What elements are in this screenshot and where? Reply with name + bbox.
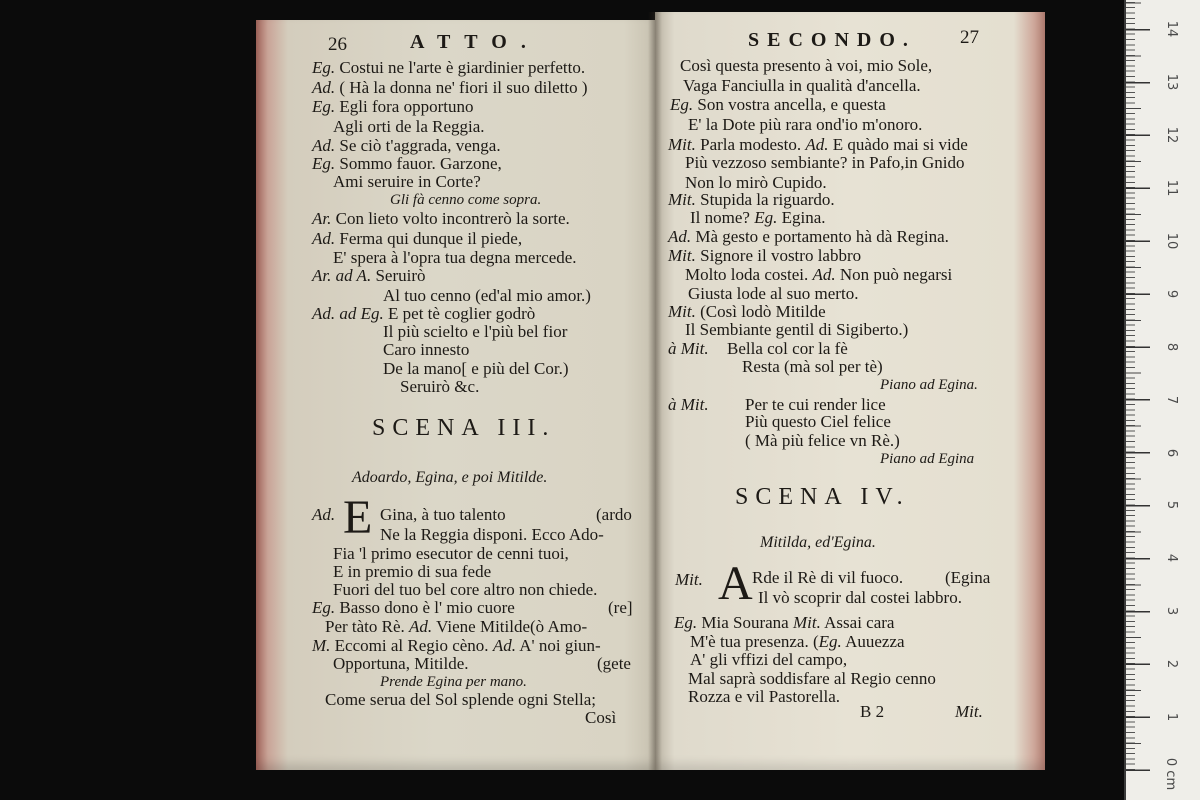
text-line: Non lo mirò Cupido. [685,173,827,192]
text-line: A' gli vffizi del campo, [690,650,848,669]
speaker-label: Ar. [312,209,332,228]
ruler-mark: 13 [1164,73,1179,91]
speaker-label: Eg. [312,598,336,617]
line-text: Auuezza [845,632,905,651]
text-line [312,136,501,156]
speaker-label: Eg. [312,58,336,77]
text-line: Più vezzoso sembiante? in Pafo,in Gnido [685,153,965,172]
speaker-label: Mit. [792,613,821,632]
line-text: Ami seruire in Corte? [333,172,481,191]
text-line [312,304,535,324]
text-line [312,598,515,618]
text-line: Come serua del Sol splende ogni Stella; [325,690,597,709]
speaker-label: Ad. [492,636,516,655]
speaker-label: Ad. [812,265,836,284]
text-line: Ne la Reggia disponi. Ecco Ado- [380,525,604,544]
line-tail: (ardo [596,505,632,524]
text-line [325,617,587,637]
speaker-label-text: à Mit. [668,339,709,358]
ruler-mark: 1 [1164,712,1179,722]
text-line [312,636,601,656]
speaker-label [668,339,709,359]
stage-direction: Prende Egina per mano. [380,674,527,690]
running-head: SECONDO. [748,29,916,51]
text-line [312,209,570,229]
text-line [383,340,469,360]
catchword: Così [585,708,617,727]
line-text: Non può negarsi [839,265,953,284]
speaker-label [675,570,703,590]
speaker-label: Mit. [668,246,696,265]
text-line [674,613,894,633]
text-line: E in premio di sua fede [333,562,492,581]
line-text: Seruirò [375,266,426,285]
line-text: Basso dono è l' mio cuore [339,598,515,617]
text-line [383,359,569,379]
text-line [668,246,861,266]
ruler-mark: 7 [1164,395,1179,405]
speaker-label: Mit. [668,302,696,321]
line-text: Sommo fauor. Garzone, [339,154,502,173]
line-text: E pet tè coglier godrò [388,304,536,323]
line-text: E' spera à l'opra tua degna mercede. [333,248,577,267]
stage-direction: Piano ad Egina. [880,377,978,393]
ruler-mark: 12 [1164,126,1179,144]
stage-direction: Piano ad Egina [880,451,975,467]
speaker-label: Eg. [312,97,336,116]
speaker-label: M. [312,636,331,655]
ruler-mark: 5 [1164,500,1179,510]
text-line: Bella col cor la fè [727,339,848,358]
ruler-cm-ticks [1126,0,1150,771]
scene-characters: Mitilda, ed'Egina. [760,534,876,551]
text-line: Giusta lode al suo merto. [688,284,859,303]
speaker-label: Eg. [670,95,694,114]
speaker-label [312,505,335,525]
text-line [690,208,826,228]
ruler-mark: 3 [1164,606,1179,616]
ruler-mark: 4 [1164,553,1179,563]
text-line [668,135,968,155]
speaker-label: Ad. [312,136,336,155]
running-head: ATTO. [410,31,540,53]
line-text: Con lieto volto incontrerò la sorte. [335,209,570,228]
line-text: Al tuo cenno (ed'al mio amor.) [383,286,591,305]
line-text: M'è tua presenza. ( [690,632,819,651]
text-line [383,322,567,342]
text-line: Il Sembiante gentil di Sigiberto.) [685,320,909,339]
page-number: 26 [328,34,347,55]
line-text: Son vostra ancella, e questa [697,95,886,114]
line-text: Stupida la riguardo. [700,190,835,209]
line-text: Il più scielto e l'più bel fior [383,322,568,341]
text-line: Rozza e vil Pastorella. [688,687,841,706]
line-text: ( Hà la donna ne' fiori il suo diletto ) [339,78,588,97]
text-line: Per te cui render lice [745,395,886,414]
measuring-ruler [1124,0,1200,800]
line-tail: (Egina [945,568,991,587]
speaker-label: Ad. [312,229,336,248]
text-line: ( Mà più felice vn Rè.) [745,431,900,450]
line-text: Viene Mitilde(ò Amo- [436,617,588,636]
ruler-mark: 2 [1164,659,1179,669]
line-text: De la mano[ e più del Cor.) [383,359,569,378]
text-line: E' la Dote più rara ond'io m'onoro. [688,115,923,134]
line-text: Il nome? [690,208,750,227]
speaker-label-text: Mit. [675,570,703,589]
line-text: Parla modesto. [700,135,802,154]
speaker-label: Ad. ad Eg. [312,304,384,323]
line-text: Seruirò &c. [400,377,480,396]
line-text: Egli fora opportuno [339,97,474,116]
ruler-mark: 11 [1164,179,1179,197]
line-text: Signore il vostro labbro [700,246,862,265]
speaker-label-text: Ad. [312,505,336,524]
line-text: Per tàto Rè. [325,617,405,636]
text-line [670,95,886,115]
ruler-mark: 10 [1164,232,1179,250]
speaker-label: Ad. [805,135,829,154]
text-line [312,78,587,98]
text-line: Gina, à tuo talento [380,505,506,524]
text-line: Rde il Rè di vil fuoco. [752,568,904,587]
ruler-mark: 6 [1164,448,1179,458]
text-line [312,266,426,286]
line-text: Molto loda costei. [685,265,809,284]
speaker-label: Ar. ad A. [312,266,372,285]
text-line: Così questa presento à voi, mio Sole, [680,56,933,75]
text-line [312,229,522,249]
text-line [685,265,952,285]
text-line: Fia 'l primo esecutor de cenni tuoi, [333,544,569,563]
text-line [312,58,585,78]
speaker-label: Ad. [409,617,433,636]
line-text: A' noi giun- [519,636,601,655]
book-gutter [648,12,662,770]
speaker-label: Eg. [674,613,698,632]
text-line [668,190,835,210]
scene-characters: Adoardo, Egina, e poi Mitilde. [352,469,548,486]
scene-heading: SCENA IV. [735,484,910,510]
ruler-unit-label: 0 cm [1163,757,1178,791]
line-tail: (gete [597,654,631,673]
drop-cap: A [718,557,753,610]
speaker-label: Mit. [668,190,696,209]
line-text: E quàdo mai si vide [832,135,968,154]
text-line [312,97,473,117]
line-text: Eccomi al Regio cèno. [334,636,489,655]
line-text: Assai cara [824,613,895,632]
line-text: Agli orti de la Reggia. [333,117,485,136]
drop-cap: E [343,491,373,544]
text-line [333,248,577,268]
ruler-mark: 14 [1164,20,1179,38]
text-line: Il vò scoprir dal costei labbro. [758,588,962,607]
text-line [400,377,479,397]
ruler-mark: 8 [1164,342,1179,352]
line-text: Egina. [781,208,826,227]
text-line [333,117,485,137]
line-text: Mia Sourana [701,613,789,632]
line-text: Mà gesto e portamento hà dà Regina. [695,227,949,246]
ruler-mark: 9 [1164,289,1179,299]
text-line: Vaga Fanciulla in qualità d'ancella. [683,76,921,95]
text-line [690,632,905,652]
speaker-label: Mit. [668,135,696,154]
text-line [383,286,591,306]
line-text: Se ciò t'aggrada, venga. [339,136,501,155]
text-line [312,154,502,174]
line-tail: (re] [608,598,633,617]
text-line: Resta (mà sol per tè) [742,357,883,376]
speaker-label: Ad. [312,78,336,97]
speaker-label-text: à Mit. [668,395,709,414]
scene-heading: SCENA III. [372,415,556,441]
text-line: Più questo Ciel felice [745,412,891,431]
speaker-label: Eg. [818,632,842,651]
page-number: 27 [960,27,979,48]
text-line [333,172,481,192]
stage-direction: Gli fà cenno come sopra. [390,192,542,208]
speaker-label: Eg. [754,208,778,227]
signature-mark: B 2 [860,702,885,721]
line-text: Caro innesto [383,340,470,359]
speaker-label: Eg. [312,154,336,173]
speaker-label [668,395,709,415]
text-line: Fuori del tuo bel core altro non chiede. [333,580,598,599]
line-text: Ferma qui dunque il piede, [339,229,523,248]
text-line [668,227,949,247]
catchword: Mit. [955,702,983,721]
text-line: Mal saprà soddisfare al Regio cenno [688,669,936,688]
speaker-label: Ad. [668,227,692,246]
line-text: Costui ne l'arte è giardinier perfetto. [339,58,586,77]
text-line [668,302,826,322]
text-line: Opportuna, Mitilde. [333,654,469,673]
line-text: (Così lodò Mitilde [700,302,826,321]
